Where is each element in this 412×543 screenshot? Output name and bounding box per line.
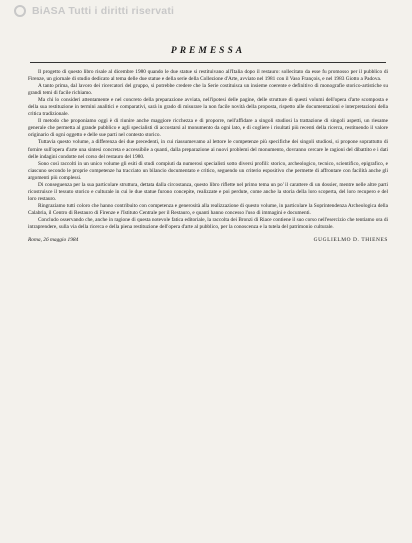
paragraph: Concludo osservando che, anche in ragione di questa notevole fatica editoriale, la raccolta dei Bronzi di Riace contiene il suo corso nell'esercizio che tentiamo ora di intraprendere, sulla via della ricerca e della piena restituzione dell'opera d'arte al pubblico, per la conoscenza e la tutela del patrimonio culturale. [28, 216, 388, 231]
paragraph: Tuttavia questo volume, a differenza dei due precedenti, in cui riassumevamo al lettore le competenze più specifiche dei singoli studiosi, si propone soprattutto di fornire sull'opera d'arte una sintesi concreta e accessibile a quanti, dalla preparazione ai nuovi problemi del monumento, dovranno cercare le ragioni del dibattito e i dati delle indagini condotte nel corso del restauro del 1980. [28, 139, 388, 160]
title-divider [30, 62, 386, 63]
signature: GUGLIELMO D. THIENES [313, 237, 388, 244]
signature-block [28, 237, 388, 243]
watermark-text: BiASA Tutti i diritti riservati [32, 5, 175, 17]
document-body [28, 69, 388, 231]
document-page [28, 40, 388, 530]
paragraph: Di conseguenza per la sua particolare struttura, dettata dalla circostanza, questo libro riflette nel primo tema un po' il carattere di un dossier, mentre nelle altre parti ricostruisce il tessuto storico e culturale in cui le due statue furono concepite, realizzate e poi perdute, come anche la storia della loro scoperta, del loro recupero e del loro restauro. [28, 181, 388, 202]
paragraph: Ma chi lo consideri attentamente e nel concreto della preparazione avviata, nell'ipotesi delle pagine, delle strutture di questi volumi dell'opera d'arte scomposta e della sua restituzione in termini analitici e comparativi, sarà in grado di misurare la non facile novità della proposta, rispetto alle documentazioni e interpretazioni della critica tradizionale. [28, 97, 388, 118]
paragraph: A tanto prima, dal lavoro dei ricercatori del gruppo, si potrebbe credere che la Serie costituisca un insieme coerente e definitivo di monografie storico-artistiche su grandi temi di facile richiamo. [28, 83, 388, 97]
page-title: PREMESSA [170, 46, 246, 56]
paragraph: Ringraziamo tutti coloro che hanno contribuito con competenza e generosità alla realizzazione di questo volume, in particolare la Soprintendenza Archeologica della Calabria, il Centro di Restauro di Firenze e l'Istituto Centrale per il Restauro, e quanti hanno concesso l'uso di immagini e documenti. [28, 202, 388, 216]
watermark [14, 5, 174, 17]
place-date: Roma, 26 maggio 1984 [28, 237, 79, 244]
paragraph: Sono così raccolti in un unico volume gli esiti di studi compiuti da numerosi specialisti sotto diversi profili: storico, archeologico, tecnico, scientifico, epigrafico, e ciascuno secondo le proprie competenze ha tracciato un bilancio documentato e critico, seguendo un criterio espositivo che permette di affrontare con facilità anche gli argomenti più complessi. [28, 160, 388, 181]
paragraph: Il progetto di questo libro risale al dicembre 1980 quando le due statue si restituivano all'Italia dopo il restauro: sollecitato da esse fu promosso per il pubblico di Firenze, un giornale di studio dedicato al tema delle due statue e della serie della Collezione d'Arte, avviato nel 1981 con il Vaso François, e nel 1983 Giotto a Padova. [28, 69, 388, 83]
biasa-logo-icon [14, 5, 26, 17]
paragraph: Il metodo che proponiamo oggi è di riunire anche maggiore ricchezza e di proporre, nell'affidare a singoli studiosi la trattazione di singoli aspetti, un riesame generale che permetta al grande pubblico e agli specialisti di accostarsi al monumento da ogni lato, e di cogliere i risultati più recenti della ricerca, restituendo il valore originario di ogni oggetto e delle sue parti nel contesto storico. [28, 118, 388, 139]
